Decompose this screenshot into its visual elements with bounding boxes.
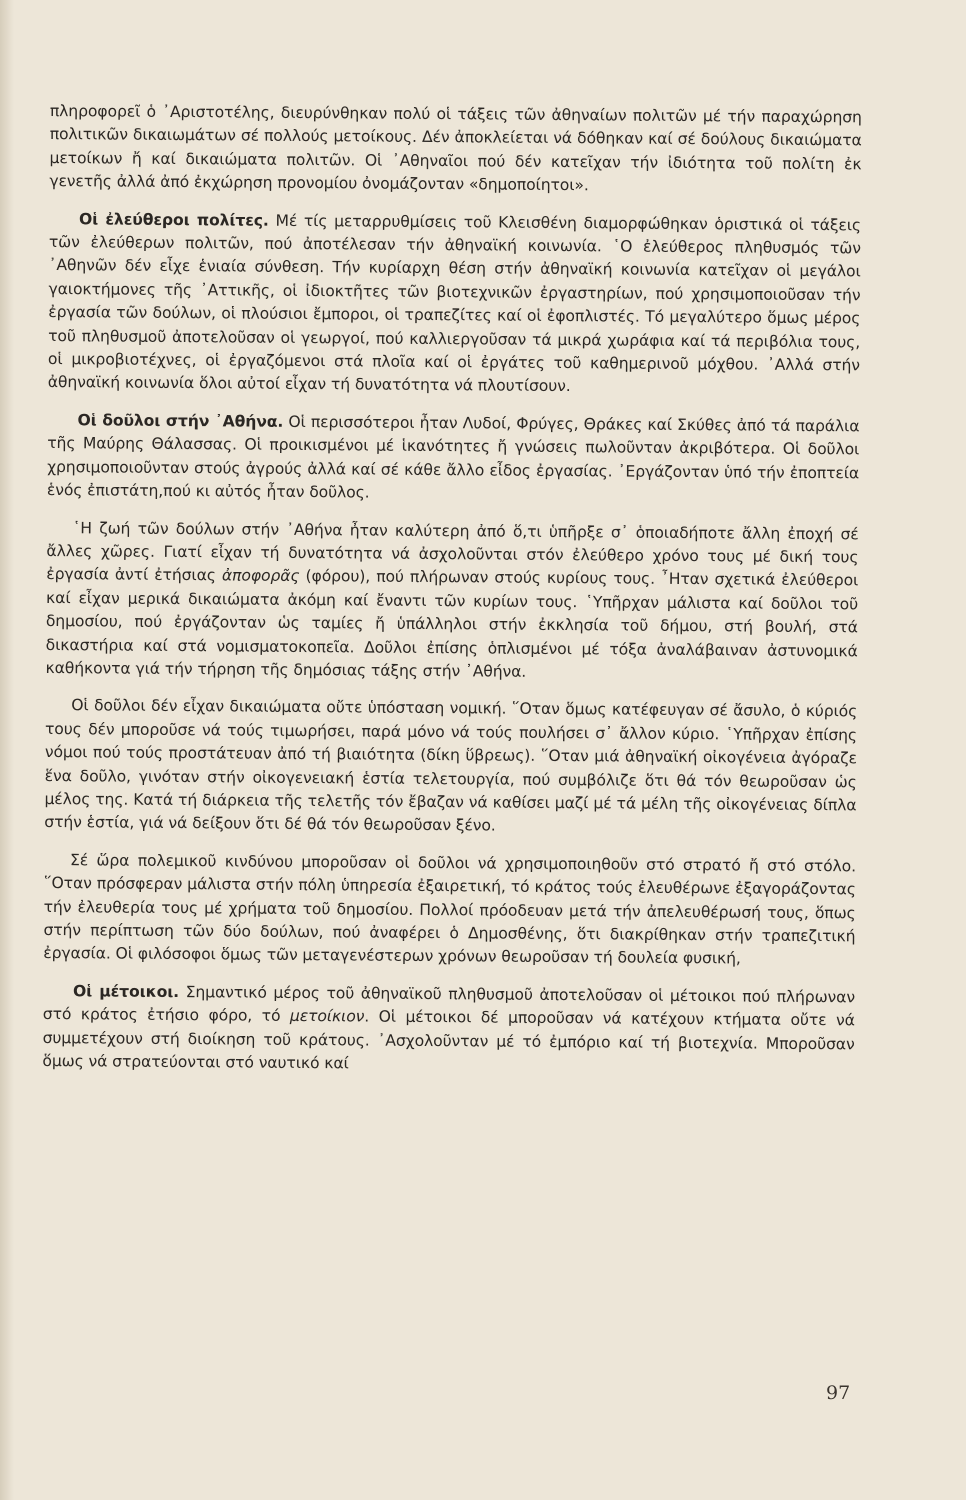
paragraph-slave-rights	[44, 694, 857, 841]
paragraph-text-before: ῾Η ζωή τῶν δούλων στήν ᾿Αθήνα ἦταν καλύτερη ἀπό ὅ,τι ὑπῆρξε σ᾿ ὁποιαδήποτε ἄλλη ἐποχή σέ ἄλλες χῶρες. Γιατί εἶχαν τή δυνατότητα νά ἀσχολοῦνται στόν ἐλεύθερο χρόνο τους μέ δική τους ἐργασία ἀντί ἐτήσιας	[46, 518, 859, 585]
paragraph-slaves-war	[43, 849, 856, 972]
paragraph-text-after: (φόρου), πού πλήρωναν στούς κυρίους τους. ῏Ηταν σχετικά ἐλεύθεροι καί εἶχαν μερικά δικαιώματα ἀκόμη καί ἔναντι τῶν κυρίων τους. ῾Υπῆρχαν μάλιστα καί δοῦλοι τοῦ δημοσίου, πού ἐργάζονταν ὡς ταμίες ἤ ὑπάλληλοι στήν ἐκκλησία τοῦ δήμου, στή βουλή, στά δικαστήρια καί στά νομισματοκοπεῖα. Δοῦλοι ἐπίσης ὁπλισμένοι μέ τόξα ἀναλάβαιναν ἀστυνομικά καθήκοντα γιά τήν τήρηση τῆς δημόσιας τάξης στήν ᾿Αθήνα.	[45, 567, 859, 681]
paragraph-text-after: . Οἱ μέτοικοι δέ μποροῦσαν νά κατέχουν κτήματα οὔτε νά συμμετέχουν στή διοίκηση τοῦ κράτους. ᾿Ασχολοῦνταν μέ τό ἐμπόριο καί τή βιοτεχνία. Μποροῦσαν ὅμως νά στρατεύονται στό ναυτικό καί	[42, 1007, 855, 1073]
paragraph-free-citizens	[48, 208, 861, 402]
paragraph-text: Μέ τίς μεταρρυθμίσεις τοῦ Κλεισθένη διαμορφώθηκαν ὁριστικά οἱ τάξεις τῶν ἐλεύθερων πολιτῶν, πού ἀποτέλεσαν τήν ἀθηναϊκή κοινωνία. ῾Ο ἐλεύθερος πληθυσμός τῶν ᾿Αθηνῶν δέν εἶχε ἑνιαία σύνθεση. Τήν κυρίαρχη θέση στήν ἀθηναϊκή κοινωνία κατεῖχαν οἱ μεγάλοι γαιοκτήμονες τῆς ᾿Αττικῆς, οἱ ἰδιοκτῆτες τῶν βιοτεχνικῶν ἐργαστηρίων, πού χρησιμοποιοῦσαν τήν ἐργασία τῶν δούλων, οἱ πλούσιοι ἔμποροι, οἱ τραπεζίτες καί οἱ ἐφοπλιστές. Τό μεγαλύτερο ὅμως μέρος τοῦ πληθυσμοῦ ἀποτελοῦσαν οἱ γεωργοί, πού καλλιεργοῦσαν τά μικρά χωράφια καί τά περιβόλια τους, οἱ μικροβιοτέχνες, οἱ ἐργαζόμενοι στά πλοῖα καί οἱ ἐργάτες τοῦ καθημερινοῦ μόχθου. ᾿Αλλά στήν ἀθηναϊκή κοινωνία ὅλοι αὐτοί εἶχαν τή δυνατότητα νά πλουτίσουν.	[47, 211, 862, 396]
paragraph-metics	[42, 980, 855, 1080]
section-heading-free-citizens: Οἱ ἐλεύθεροι πολίτες.	[78, 209, 269, 230]
paragraph-text: Οἱ περισσότεροι ἦταν Λυδοί, Φρύγες, Θράκες καί Σκύθες ἀπό τά παράλια τῆς Μαύρης Θάλασσας. Οἱ προικισμένοι μέ ἱκανότητες ἤ γνώσεις πωλοῦνταν ἀκριβότερα. Οἱ δοῦλοι χρησιμοποιοῦνταν στούς ἀγρούς ἀλλά καί σέ κάθε ἄλλο εἶδος ἐργασίας. ᾿Εργάζονταν ὑπό τήν ἐποπτεία ἑνός ἐπιστάτη,πού κι αὐτός ἦταν δοῦλος.	[46, 412, 860, 502]
paragraph-slave-life	[45, 516, 858, 686]
paragraph-text: Σημαντικό μέρος τοῦ ἀθηναϊκοῦ πληθυσμοῦ ἀποτελοῦσαν οἱ μέτοικοι πού πλήρωναν στό κράτος ἐτήσιο φόρο, τό	[42, 982, 856, 1026]
italic-term-metoikion: μετοίκιον	[289, 1007, 365, 1026]
section-heading-metics: Οἱ μέτοικοι.	[72, 982, 180, 1001]
paragraph-democracy-citizenship	[49, 100, 862, 200]
italic-term-apoforas: ἀποφορᾶς	[221, 566, 300, 586]
text-block	[42, 100, 862, 1080]
paragraph-slaves	[47, 409, 860, 509]
page-number: 97	[826, 1382, 851, 1404]
section-heading-slaves: Οἱ δοῦλοι στήν ᾿Αθήνα.	[77, 411, 284, 431]
paragraph-text: Οἱ δοῦλοι δέν εἶχαν δικαιώματα οὔτε ὑπόσταση νομική. ῞Οταν ὅμως κατέφευγαν σέ ἄσυλο, ὁ κύριός τους δέν μποροῦσε νά τούς τιμωρήσει, παρά μόνο νά τούς πουλήσει σ᾿ ἄλλον κύριο. ῾Υπῆρχαν ἐπίσης νόμοι πού τούς προστάτευαν ἀπό τή βιαιότητα (δίκη ὕβρεως). ῞Οταν μιά ἀθηναϊκή οἰκογένεια ἀγόραζε ἕνα δοῦλο, γινόταν στήν οἰκογενειακή ἑστία τελετουργία, πού συμβόλιζε ὅτι θά τόν θεωροῦσαν ὡς μέλος της. Κατά τή διάρκεια τῆς τελετῆς τόν ἔβαζαν νά καθίσει μαζί μέ τά μέλη τῆς οἰκογένειας δίπλα στήν ἑστία, γιά νά δείξουν ὅτι δέ θά τόν θεωροῦσαν ξένο.	[44, 696, 858, 835]
paragraph-text: Σέ ὥρα πολεμικοῦ κινδύνου μποροῦσαν οἱ δοῦλοι νά χρησιμοποιηθοῦν στό στρατό ἤ στό στόλο. ῞Οταν πρόσφεραν μάλιστα στήν πόλη ὑπηρεσία ἐξαιρετική, τό κράτος τούς ἐλευθέρωνε ἐξαγοράζοντας τήν ἐλευθερία τους μέ χρήματα τοῦ δημοσίου. Πολλοί πρόοδευαν μετά τήν ἀπελευθέρωσή τους, ὅπως στήν περίπτωση τῶν δύο δούλων, πού ἀναφέρει ὁ Δημοσθένης, ὅτι διακρίθηκαν στήν τραπεζιτική ἐργασία. Οἱ φιλόσοφοι ὅμως τῶν μεταγενέστερων χρόνων θεωροῦσαν τή δουλεία φυσική,	[43, 850, 857, 968]
page-edge	[0, 0, 14, 1500]
paragraph-text: πληροφορεῖ ὁ ᾿Αριστοτέλης, διευρύνθηκαν πολύ οἱ τάξεις τῶν ἀθηναίων πολιτῶν μέ τήν παραχώρηση πολιτικῶν δικαιωμάτων σέ πολλούς μετοίκους. Δέν ἀποκλείεται νά δόθηκαν καί σέ δούλους δικαιώματα μετοίκων ἤ καί δικαιώματα πολιτῶν. Οἱ ᾿Αθηναῖοι πού δέν κατεῖχαν τήν ἰδιότητα τοῦ πολίτη ἐκ γενετῆς ἀλλά ἀπό ἐκχώρηση προνομίου ὀνομάζονταν «δημοποίητοι».	[49, 101, 862, 195]
